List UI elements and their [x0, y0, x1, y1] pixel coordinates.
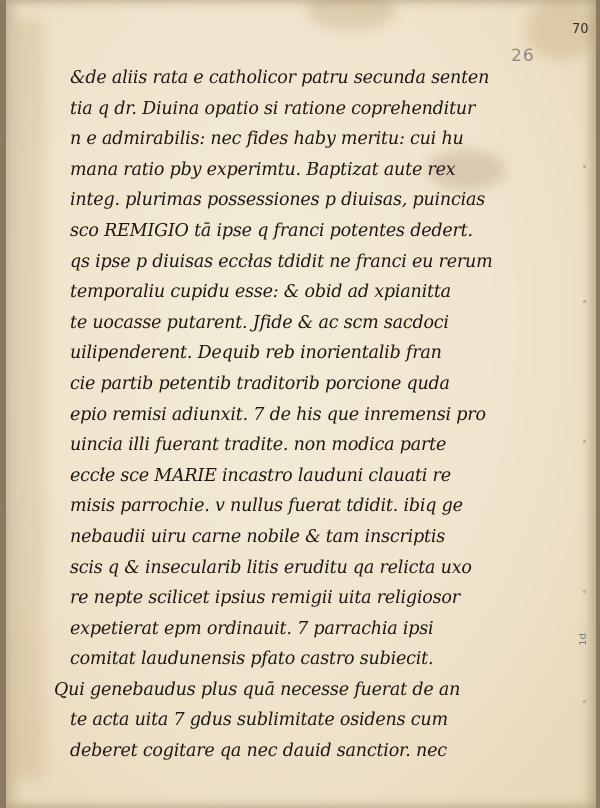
text-line: sco REMIGIO tā ipse q franci potentes dedert. [70, 220, 473, 241]
text-line: nebaudii uiru carne nobile & tam inscriptis [70, 526, 446, 547]
water-stain [306, 0, 396, 30]
pricking-hole [583, 700, 586, 703]
text-line: te uocasse putarent. Jfide & ac scm sacdoci [70, 312, 449, 333]
text-line: scis q & insecularib litis eruditu qa relicta uxo [70, 557, 472, 578]
margin-note: 1d [577, 633, 589, 646]
text-line: te acta uita 7 gdus sublimitate osidens cum [70, 710, 448, 731]
manuscript-page [6, 0, 596, 808]
pricking-hole [583, 165, 586, 168]
pencil-foliation: 26 [511, 46, 535, 66]
text-line: epio remisi adiunxit. 7 de his que inremensi pro [70, 404, 486, 425]
gutter-stain [14, 20, 44, 780]
text-line: integ. plurimas possessiones p diuisas, puincias [70, 190, 486, 211]
text-line: qs ipse p diuisas eccłas tdidit ne franci eu rerum [70, 251, 493, 272]
folio-number: 70 [572, 22, 589, 37]
pricking-hole [583, 300, 586, 303]
text-column [54, 63, 550, 767]
pricking-hole [583, 440, 586, 443]
text-line: &de aliis rata e catholicor patru secunda senten [70, 68, 490, 88]
text-line: uincia illi fuerant tradite. non modica parte [70, 435, 447, 456]
text-line: uilipenderent. Dequib reb inorientalib fran [70, 343, 442, 364]
text-line: comitat laudunensis pfato castro subiecit. [70, 649, 434, 670]
text-line: temporaliu cupidu esse: & obid ad xpianitta [70, 282, 451, 303]
text-line: n e admirabilis: nec fides haby meritu: cui hu [70, 129, 464, 150]
text-line: tia q dr. Diuina opatio si ratione coprehenditur [70, 98, 476, 119]
text-line: re nepte scilicet ipsius remigii uita religiosor [70, 588, 460, 609]
text-line: cie partib petentib traditorib porcione quda [70, 373, 450, 394]
text-line: expetierat epm ordinauit. 7 parrachia ipsi [70, 618, 434, 639]
text-line: deberet cogitare qa nec dauid sanctior. nec [70, 741, 447, 762]
text-line: eccłe sce MARIE incastro lauduni clauati re [70, 465, 451, 486]
text-line-initial: Qui genebaudus plus quā necesse fuerat de an [54, 679, 461, 700]
pricking-hole [583, 590, 586, 593]
text-line: mana ratio pby experimtu. Baptizat aute rex [70, 159, 456, 180]
text-line: misis parrochie. v nullus fuerat tdidit. ibiq ge [70, 496, 463, 517]
